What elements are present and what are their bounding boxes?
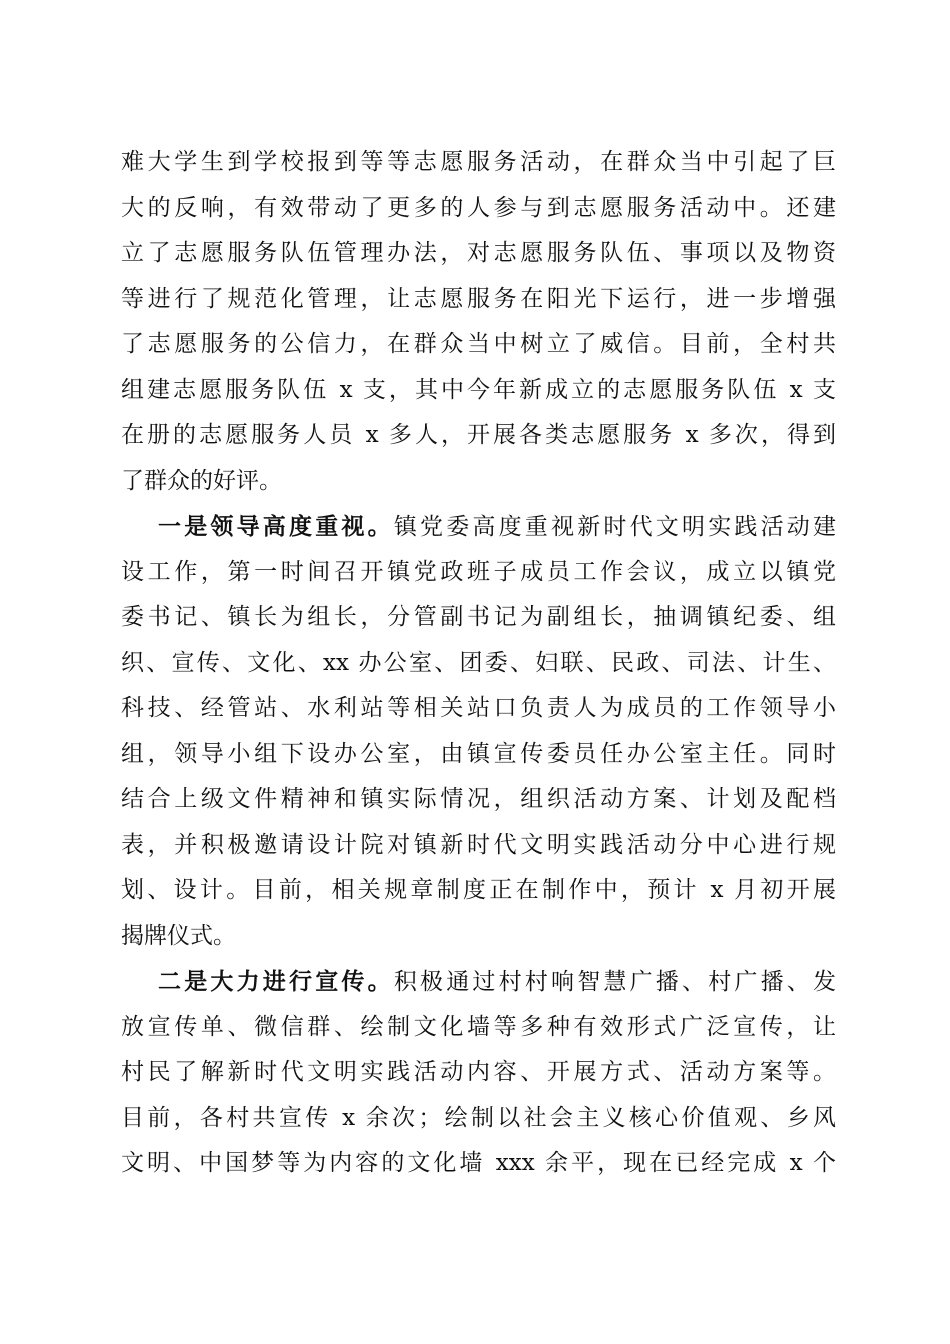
paragraph-first-line [121,959,836,1005]
document-body [121,140,836,1187]
text-line: 大的反响，有效带动了更多的人参与到志愿服务活动中。还建 [121,194,836,221]
text-line: 目前，各村共宣传 x 余次；绘制以社会主义核心价值观、乡风 [121,1104,836,1131]
text-line: 文明、中国梦等为内容的文化墙 xxx 余平，现在已经完成 x 个 [121,1150,836,1176]
text-line: 委书记、镇长为组长，分管副书记为副组长，抽调镇纪委、组 [121,604,836,630]
text-line: 科技、经管站、水利站等相关站口负责人为成员的工作领导小 [121,695,836,721]
text-line: 村民了解新时代文明实践活动内容、开展方式、活动方案等。 [121,1059,836,1085]
text-line: 立了志愿服务队伍管理办法，对志愿服务队伍、事项以及物资 [121,240,836,266]
paragraph-first-line-text: 镇党委高度重视新时代文明实践活动建 [393,514,836,540]
text-line: 结合上级文件精神和镇实际情况，组织活动方案、计划及配档 [121,786,836,812]
text-line: 了群众的好评。 [121,467,282,494]
text-line: 放宣传单、微信群、绘制文化墙等多种有效形式广泛宣传，让 [121,1013,836,1040]
text-line: 表，并积极邀请设计院对镇新时代文明实践活动分中心进行规 [121,831,836,858]
text-line: 划、设计。目前，相关规章制度正在制作中，预计 x 月初开展 [121,877,836,903]
text-line: 难大学生到学校报到等等志愿服务活动，在群众当中引起了巨 [121,149,836,175]
text-line: 揭牌仪式。 [121,922,236,949]
text-line: 组，领导小组下设办公室，由镇宣传委员任办公室主任。同时 [121,740,836,767]
text-line: 等进行了规范化管理，让志愿服务在阳光下运行，进一步增强 [121,285,836,312]
text-line: 设工作，第一时间召开镇党政班子成员工作会议，成立以镇党 [121,558,836,585]
text-line: 在册的志愿服务人员 x 多人，开展各类志愿服务 x 多次，得到 [121,422,836,448]
paragraph-first-line [121,504,836,550]
paragraph-first-line-text: 积极通过村村响智慧广播、村广播、发 [393,969,836,995]
text-line: 组建志愿服务队伍 x 支，其中今年新成立的志愿服务队伍 x 支 [121,376,836,403]
text-line: 织、宣传、文化、xx 办公室、团委、妇联、民政、司法、计生、 [121,649,836,676]
paragraph-lead-heading: 二是大力进行宣传。 [158,968,394,995]
text-line: 了志愿服务的公信力，在群众当中树立了威信。目前，全村共 [121,331,836,357]
paragraph-lead-heading: 一是领导高度重视。 [158,513,394,540]
